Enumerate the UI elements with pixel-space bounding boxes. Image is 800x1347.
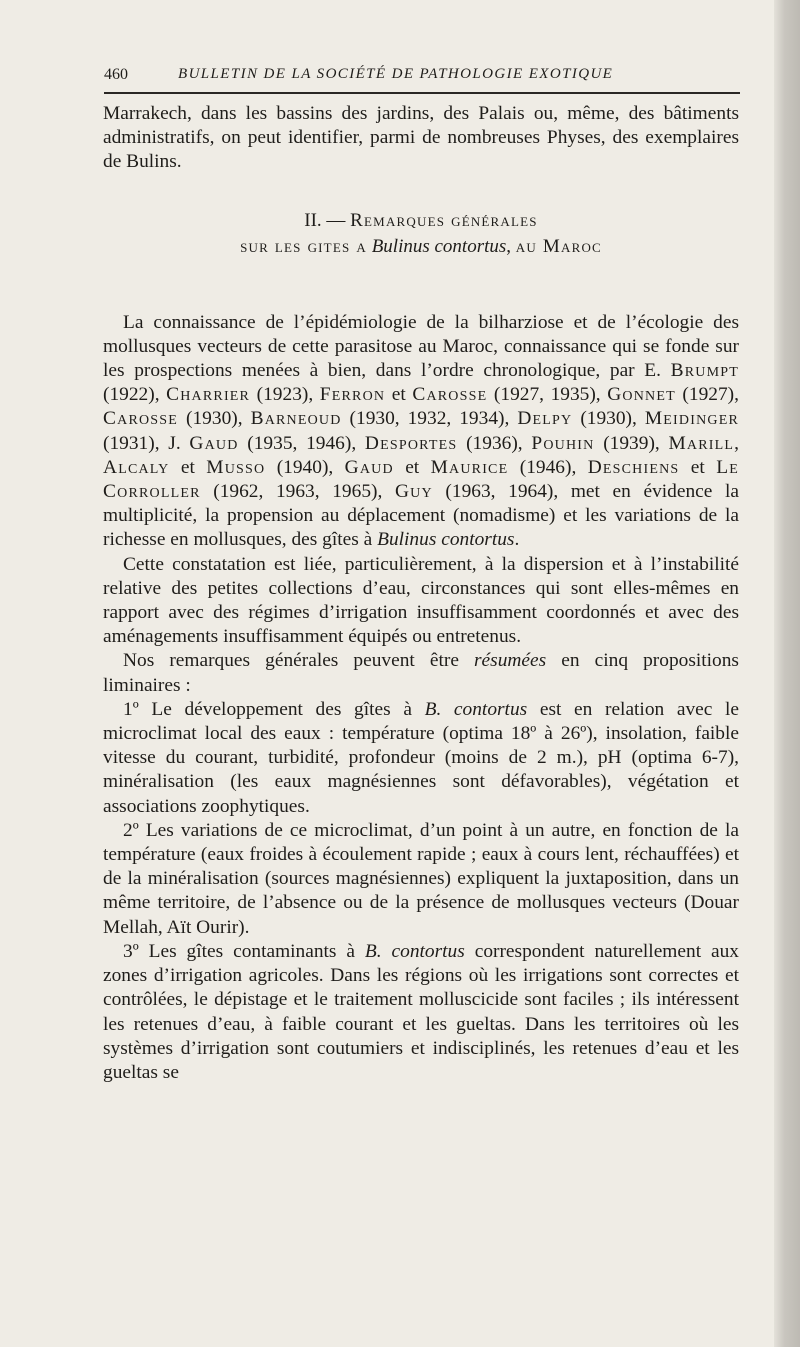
paragraph-propositions-intro [103,649,739,697]
text-run: (1940), [265,456,345,478]
section-heading-line-2 [103,234,739,260]
species-name: B. contortus [364,940,465,962]
text-run: (1931), J. [103,432,190,454]
author-name: Carosse [103,408,179,430]
section-title-part-3: au Maroc [515,235,602,257]
text-run: (1962, 1963, 1965), [200,481,395,503]
author-name: Marill [668,432,735,454]
author-name: Gaud [189,432,239,454]
text-run: (1927), [675,384,739,406]
author-name: Guy [394,481,433,503]
text-run: (1927, 1935), [487,384,608,406]
text-run: et [679,456,717,478]
text-run: Nos remarques générales peuvent être [123,650,475,672]
author-name: Deschiens [587,456,680,478]
section-title-species: Bulinus contortus [371,235,507,257]
author-name: Barneoud [250,408,342,430]
author-name: Charrier [166,384,251,406]
proposition-2: 2º Les variations de ce microclimat, d’un point à un autre, en fonction de la température (eaux froides à écoulement rapide ; eaux à cours lent, réchauffées) et de la minéralisation (sources magnésiennes) expliquent la juxtaposition, dans un même territoire, de l’absence ou de la présence de mollusques vecteurs (Douar Mellah, Aït Ourir). [103,819,739,938]
text-run: 1º Le développement des gîtes à [123,698,425,720]
proposition-1 [103,698,739,819]
text-run: (1939), [594,432,669,454]
author-name: Brumpt [670,360,739,382]
text-run: (1935, 1946), [238,432,365,454]
body-text [103,102,739,1085]
paragraph-intro: Marrakech, dans les bassins des jardins, des Palais ou, même, des bâtiments administratifs, on peut identifier, parmi de nombreuses Physes, des exemplaires de Bulins. [103,103,739,173]
text-run: et [169,456,207,478]
author-name: Desportes [364,432,458,454]
author-name: Alcaly [103,456,170,478]
running-header [104,66,740,94]
proposition-3 [103,940,739,1085]
page-number: 460 [104,66,128,83]
author-name: Maurice [430,456,509,478]
paragraph-observation: Cette constatation est liée, particulièrement, à la dispersion et à l’instabilité relative des petites collections d’eau, circonstances qui sont elles-mêmes en rapport avec des régimes d’irrigation insuffisamment coordonnés et avec des aménagements insuffisamment équipés ou entretenus. [103,553,739,648]
text-run: La connaissance de l’épidémiologie de la bilharziose et de l’écologie des mollusques vecteurs de cette parasitose au Maroc, connaissance qui se fonde sur les prospections menées à bien, dans l’ordre chronologique, par E. [103,311,739,382]
text-run: (1930), [572,408,645,430]
author-name: Delpy [517,408,573,430]
text-run: (1930, 1932, 1934), [341,408,518,430]
author-name: Musso [206,456,266,478]
species-name: Bulinus contortus [377,529,515,551]
text-run: (1922), [103,384,167,406]
section-heading-line-1 [103,208,739,234]
species-name: B. contortus [424,698,528,720]
text-run: (1936), [457,432,532,454]
text-run: , [734,432,739,454]
text-run: en cinq propositions liminaires : [103,650,739,696]
emphasis: résumées [474,650,547,672]
author-name: Gaud [344,456,394,478]
text-run: (1946), [508,456,588,478]
paragraph-epidemiology [103,311,739,553]
section-heading [103,208,739,260]
text-run: (1963, 1964), met en évidence la multiplicité, la propension au déplacement (nomadisme) et les variations de la richesse en mollusques, des gîtes à [103,481,739,551]
section-title-part-2: sur les gites a [240,235,367,257]
running-title: BULLETIN DE LA SOCIÉTÉ DE PATHOLOGIE EXOTIQUE [178,66,614,82]
text-run: est en relation avec le microclimat local des eaux : température (optima 18º à 26º), insolation, faible vitesse du courant, turbidité, profondeur (moins de 2 m.), pH (optima 6-7), minéralisation (les eaux magnésiennes sont défavorables), végétation et associations zoophytiques. [103,698,740,817]
author-name: Le Corroller [103,456,739,503]
author-name: Gonnet [607,384,676,406]
author-name: Pouhin [531,432,595,454]
text-run: et [393,456,431,478]
section-title-part-1: Remarques générales [350,209,538,231]
section-title-comma: , [506,235,512,257]
text-run: (1930), [178,408,251,430]
author-name: Ferron [319,384,386,406]
text-run: correspondent naturellement aux zones d’irrigation agricoles. Dans les régions où les irrigations sont correctes et contrôlées, le dépistage et le traitement molluscicide sont faciles ; ils intéressent les retenues d’eau, à faible courant et les gueltas. Dans les territoires où les systèmes d’irrigation sont coutumiers et indisciplinés, les retenues d’eau et les gueltas se [103,940,739,1083]
page-edge-shadow [774,0,800,1347]
section-number: II. — [304,209,346,231]
author-name: Carosse [412,384,488,406]
text-run: 3º Les gîtes contaminants à [123,940,365,962]
text-run: et [385,384,413,406]
text-run: (1923), [250,384,320,406]
author-name: Meidinger [644,408,739,430]
text-run: . [514,529,520,551]
